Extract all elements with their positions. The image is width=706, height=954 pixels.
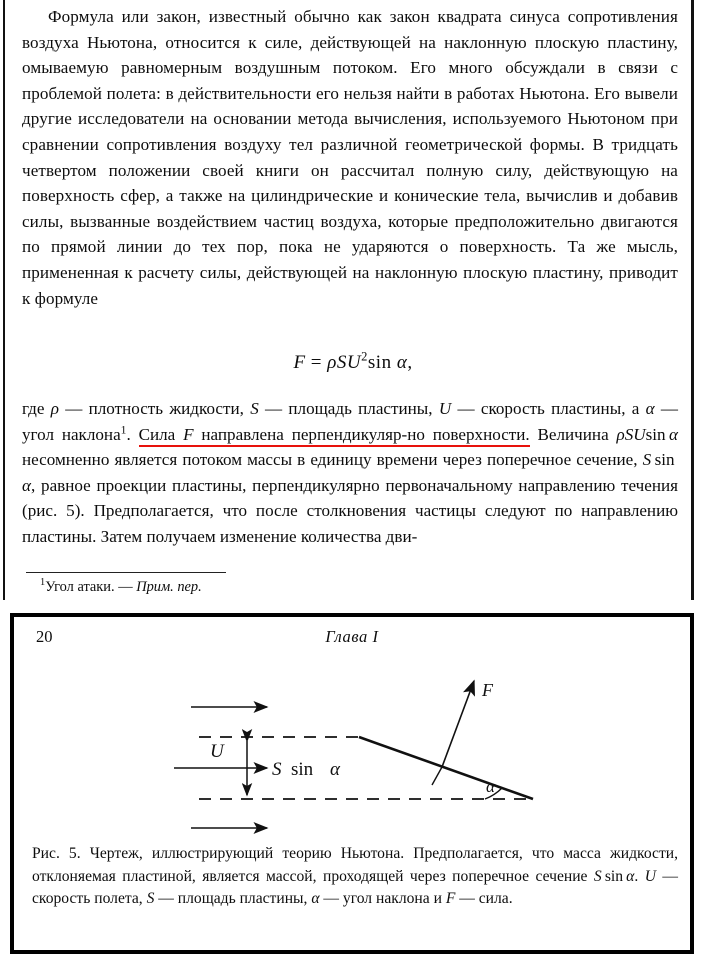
caption-prefix: Рис. 5. xyxy=(32,845,81,862)
inclined-plate-line xyxy=(359,737,533,799)
p2-alpha3: α xyxy=(22,475,31,495)
p2-alpha2: α xyxy=(669,424,678,444)
footnote xyxy=(40,578,660,597)
formula-rho: ρ xyxy=(327,352,337,373)
p2-seg-7: Величина xyxy=(529,424,617,444)
caption-after-U: — скорость полета, xyxy=(32,867,679,907)
label-height-sin: sin xyxy=(291,759,314,780)
formula-alpha: α xyxy=(396,352,408,373)
caption-after-alpha: — угол наклона и xyxy=(319,890,446,907)
p2-rho: ρ xyxy=(50,399,59,418)
formula-U: U xyxy=(346,352,362,373)
formula-equals: = xyxy=(310,352,323,373)
body-paragraph-1: Формула или закон, известный обычно как закон квадрата синуса сопротивления воздуха Ньютона, относится к силе, действующей на наклонную плоскую пластину, омываемую равномерным воздушным потоком. Его много обсуждали в связи с проблемой полета: в действительности его нельзя найти в работах Ньютона. Его вывели другие исследователи на основании метода вычисления, используемого Ньютоном при сравнении сопротивления воздуху тел различной геометрической формы. В тридцать четвертом положении своей книги он рассчитал полную силу, действующую на поверхность сфер, а также на цилиндрические и конические тела, вычислив и добавив силы, вызванные воздействием частиц воздуха, которые предположительно двигаются по прямой линии до тех пор, пока не ударяются о поверхность. Та же мысль, примененная к расчету силы, действующей на наклонную плоскую пластину, приводит к формуле xyxy=(22,7,678,308)
highlight-part-F: F xyxy=(183,424,194,444)
caption-alpha1: α xyxy=(626,867,635,885)
highlight-part-a: Сила xyxy=(138,424,184,444)
p2-seg-8: несомненно является потоком массы в единицу времени через поперечное сечение, xyxy=(22,450,643,470)
p2-sin2: sin xyxy=(654,450,675,470)
figure-page-number: 20 xyxy=(36,627,53,646)
p2-seg-3: — площадь пластины, xyxy=(258,399,439,418)
label-angle-alpha: α xyxy=(486,777,495,796)
body-text-block xyxy=(22,4,678,311)
caption-F: F xyxy=(445,890,456,907)
p2-Ssin: S xyxy=(642,450,652,470)
label-height-S: S xyxy=(272,759,282,780)
formula-S: S xyxy=(336,352,347,373)
figure-caption-text xyxy=(32,843,678,911)
formula-lhs: F xyxy=(293,352,306,373)
footnote-marker: 1 xyxy=(40,577,46,589)
p2-seg-6: . xyxy=(126,424,139,444)
label-force-F: F xyxy=(482,680,493,700)
p2-sin: sin xyxy=(645,424,666,444)
caption-mid: . xyxy=(634,867,645,885)
caption-U: U xyxy=(644,867,656,885)
highlight-part-b: направлена перпендикуляр- xyxy=(193,424,408,444)
label-height-alpha: α xyxy=(330,759,340,780)
p2-rhoSU: ρSU xyxy=(616,424,646,444)
highlighted-sentence xyxy=(139,425,530,447)
p2-seg-5: — угол наклона xyxy=(22,399,678,444)
caption-sin1: sin xyxy=(604,867,624,885)
formula-expression xyxy=(293,349,413,373)
caption-S1: S xyxy=(593,867,602,885)
body-text-block-2 xyxy=(22,396,678,550)
p2-alpha: α xyxy=(645,399,655,418)
newton-plate-diagram xyxy=(14,661,690,836)
scan-frame-right-edge xyxy=(691,0,694,600)
caption-line-1: Чертеж, иллюстрирующий теорию Ньютона. Предполагается, что масса жидкости, отклоняемая пластиной, является массой, проходящей через поперечное сечение xyxy=(32,845,678,885)
figure-running-head: Глава I xyxy=(325,627,379,646)
caption-S2: S xyxy=(146,890,155,907)
display-formula xyxy=(0,349,706,374)
body-paragraph-2 xyxy=(22,396,678,550)
formula-comma: , xyxy=(407,352,413,373)
p2-seg-9: , равное проекции пластины, перпендикулярно первоначальному направлению течения (рис. 5). Предполагается, что после столкновения частицы следуют по направлению пластины. Затем получаем изменение количества дви- xyxy=(22,475,678,546)
footnote-translator-note: Прим. пер. xyxy=(136,579,202,595)
footnote-text: Угол атаки. — xyxy=(45,579,137,595)
label-velocity-U: U xyxy=(210,741,224,762)
force-arrow-tail xyxy=(432,767,442,785)
footnote-separator-rule xyxy=(26,572,226,573)
formula-sin: sin xyxy=(367,352,392,373)
scan-frame-left-edge xyxy=(3,0,5,600)
p2-seg-1: где xyxy=(22,399,51,418)
highlight-part-c: но поверхности. xyxy=(407,424,530,444)
caption-alpha2: α xyxy=(311,890,320,907)
formula-exponent: 2 xyxy=(361,349,368,364)
p2-seg-2: — плотность жидкости, xyxy=(58,399,251,418)
caption-tail: — сила. xyxy=(455,890,513,907)
footnote-reference-marker[interactable]: 1 xyxy=(120,422,127,436)
diagram-svg xyxy=(14,661,690,836)
force-arrow-F xyxy=(442,681,474,767)
p2-seg-4: — скорость пластины, а xyxy=(451,399,646,418)
figure-caption xyxy=(32,843,678,911)
p2-U: U xyxy=(438,399,452,418)
p2-S: S xyxy=(250,399,259,418)
caption-after-S: — площадь пластины, xyxy=(154,890,312,907)
figure-box xyxy=(10,613,694,954)
